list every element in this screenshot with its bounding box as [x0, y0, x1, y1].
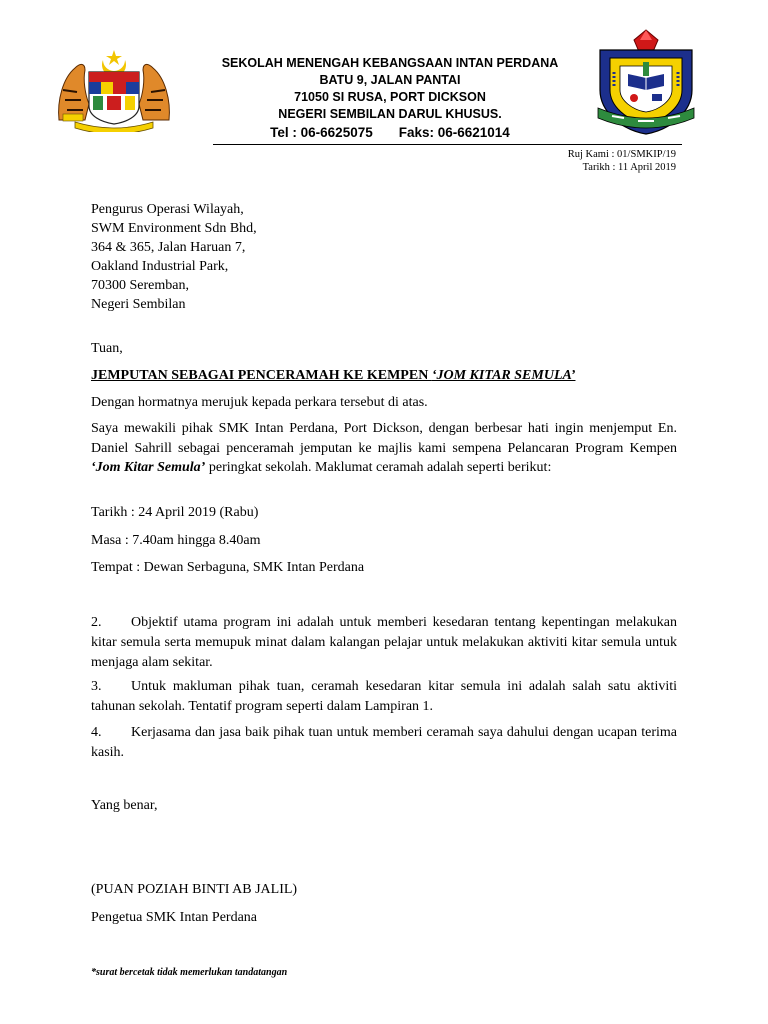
- school-address-line1: BATU 9, JALAN PANTAI: [319, 73, 461, 87]
- salutation: Tuan,: [91, 341, 123, 356]
- school-info: [190, 55, 590, 142]
- recipient-line: Oakland Industrial Park,: [91, 259, 229, 274]
- recipient-line: 70300 Seremban,: [91, 278, 189, 293]
- recipient-line: SWM Environment Sdn Bhd,: [91, 221, 257, 236]
- paragraph-3: [91, 677, 677, 717]
- campaign-name: ‘Jom Kitar Semula’: [91, 460, 206, 476]
- recipient-line: Pengurus Operasi Wilayah,: [91, 202, 244, 217]
- main-paragraph: [91, 419, 677, 478]
- letter-subject: [91, 366, 575, 385]
- paragraph-text: Untuk makluman pihak tuan, ceramah kesedaran kitar semula ini adalah salah satu aktiviti tahunan sekolah. Tentatif program seperti dalam Lampiran 1.: [91, 679, 677, 714]
- signer-title: Pengetua SMK Intan Perdana: [91, 910, 258, 925]
- contact-line: [190, 123, 590, 142]
- closing: Yang benar,: [91, 798, 158, 813]
- recipient-line: Negeri Sembilan: [91, 297, 186, 312]
- paragraph-number: 4.: [91, 725, 102, 740]
- letterhead: [0, 0, 768, 145]
- paragraph-text: Objektif utama program ini adalah untuk memberi kesedaran tentang kepentingan melakukan kitar semula serta memupuk minat dalam kalangan pelajar untuk melakukan aktiviti kitar semula untuk menjaga alam sekitar.: [91, 615, 677, 670]
- school-crest-icon: [590, 28, 702, 136]
- paragraph-4: [91, 723, 677, 763]
- letterhead-divider: [213, 144, 682, 145]
- subject-main: JEMPUTAN SEBAGAI PENCERAMAH KE KEMPEN: [91, 368, 432, 383]
- main-paragraph-end: peringkat sekolah. Maklumat ceramah adalah seperti berikut:: [205, 460, 552, 476]
- recipient-address: [91, 200, 257, 314]
- signer-name: (PUAN POZIAH BINTI AB JALIL): [91, 882, 298, 897]
- school-name: SEKOLAH MENENGAH KEBANGSAAN INTAN PERDANA: [221, 56, 559, 70]
- recipient-line: 364 & 365, Jalan Haruan 7,: [91, 240, 246, 255]
- intro-paragraph: Dengan hormatnya merujuk kepada perkara tersebut di atas.: [91, 395, 428, 410]
- footnote: *surat bercetak tidak memerlukan tandatangan: [91, 967, 288, 978]
- national-coat-of-arms-icon: [55, 50, 173, 132]
- event-date: Tarikh : 24 April 2019 (Rabu): [91, 505, 259, 520]
- main-paragraph-start: Saya mewakili pihak SMK Intan Perdana, Port Dickson, dengan berbesar hati ingin menjemput En. Daniel Sahrill sebagai penceramah jemputan ke majlis kami sempena Pelancaran Program Kempen: [91, 421, 677, 456]
- paragraph-number: 2.: [91, 615, 102, 630]
- telephone-number: Tel : 06-6625075: [270, 125, 373, 140]
- paragraph-number: 3.: [91, 679, 102, 694]
- school-address-line3: NEGERI SEMBILAN DARUL KHUSUS.: [278, 107, 502, 121]
- letter-date: Tarikh : 11 April 2019: [582, 162, 676, 173]
- school-address-line2: 71050 SI RUSA, PORT DICKSON: [294, 90, 486, 104]
- event-time: Masa : 7.40am hingga 8.40am: [91, 533, 261, 548]
- paragraph-text: Kerjasama dan jasa baik pihak tuan untuk memberi ceramah saya dahului dengan ucapan terima kasih.: [91, 725, 677, 760]
- reference-block: [568, 148, 676, 174]
- paragraph-2: [91, 613, 677, 673]
- subject-campaign-name: ‘JOM KITAR SEMULA’: [431, 368, 576, 383]
- event-venue: Tempat : Dewan Serbaguna, SMK Intan Perdana: [91, 560, 365, 575]
- fax-number: Faks: 06-6621014: [398, 125, 510, 140]
- reference-number: Ruj Kami : 01/SMKIP/19: [567, 149, 676, 160]
